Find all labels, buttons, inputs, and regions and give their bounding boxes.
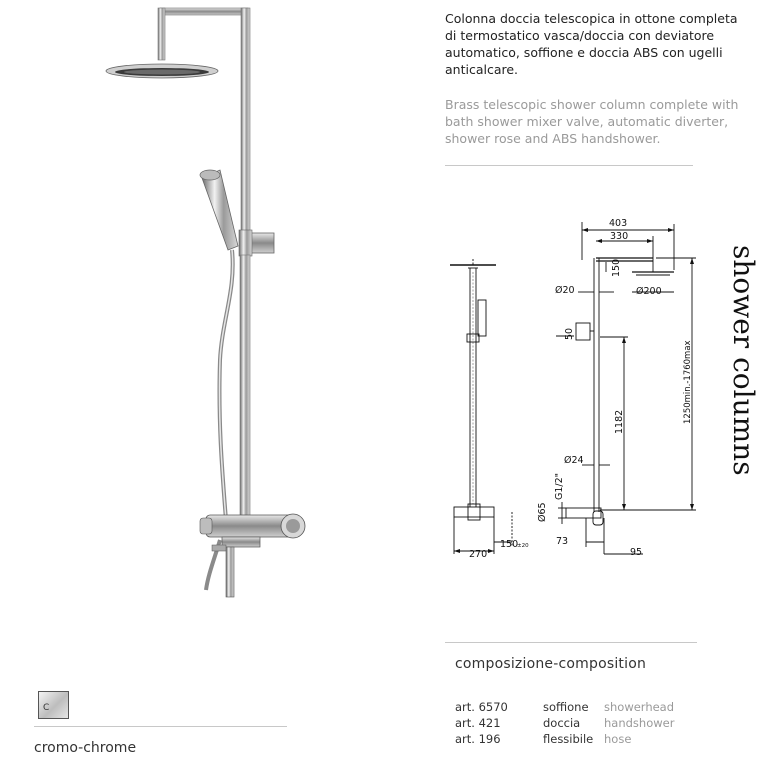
article-number: art. 6570 <box>455 700 508 714</box>
item-name-italian: soffione <box>543 700 589 714</box>
finish-label: cromo-chrome <box>34 740 137 756</box>
finish-code: C <box>43 703 50 713</box>
composition-divider <box>445 642 697 643</box>
dim-g12: G1/2" <box>554 472 565 500</box>
finish-divider <box>34 726 287 727</box>
dim-d24: Ø24 <box>564 455 584 466</box>
side-title-text: shower columns <box>727 245 760 476</box>
dim-d200: Ø200 <box>636 286 662 297</box>
item-name-english: hose <box>604 732 632 746</box>
dim-150b-tolerance: ±20 <box>517 543 529 549</box>
composition-list <box>455 699 674 747</box>
composition-title: composizione-composition <box>455 656 647 672</box>
dim-95: 95 <box>630 547 643 558</box>
dim-d65: Ø65 <box>537 502 548 522</box>
item-name-english: showerhead <box>604 700 675 714</box>
item-name-english: handshower <box>604 716 675 730</box>
dim-d20: Ø20 <box>555 285 575 296</box>
list-item <box>455 715 674 731</box>
dim-1182: 1182 <box>614 409 625 434</box>
item-name-italian: doccia <box>543 716 581 730</box>
dim-50: 50 <box>564 327 575 340</box>
product-photo <box>0 0 420 640</box>
dim-73: 73 <box>556 536 569 547</box>
dim-1250: 1250min.-1760max <box>683 340 693 424</box>
dim-150b: 150 <box>500 539 519 550</box>
article-number: art. 421 <box>455 716 501 730</box>
side-title <box>712 245 761 476</box>
item-name-italian: flessibile <box>543 732 594 746</box>
description-divider <box>445 165 693 166</box>
description-italian: Colonna doccia telescopica in ottone completa di termostatico vasca/doccia con deviatore automatico, soffione e doccia ABS con ugelli anticalcare. <box>445 11 738 77</box>
dim-270: 270 <box>469 549 488 560</box>
finish-swatch <box>38 691 69 719</box>
description-english: Brass telescopic shower column complete with bath shower mixer valve, automatic diverter, shower rose and ABS handshower. <box>445 97 739 146</box>
list-item <box>455 731 674 747</box>
list-item <box>455 699 674 715</box>
dim-150: 150 <box>611 258 622 277</box>
dim-330: 330 <box>610 231 629 242</box>
dim-403: 403 <box>609 218 628 229</box>
article-number: art. 196 <box>455 732 501 746</box>
technical-drawing <box>438 212 710 572</box>
